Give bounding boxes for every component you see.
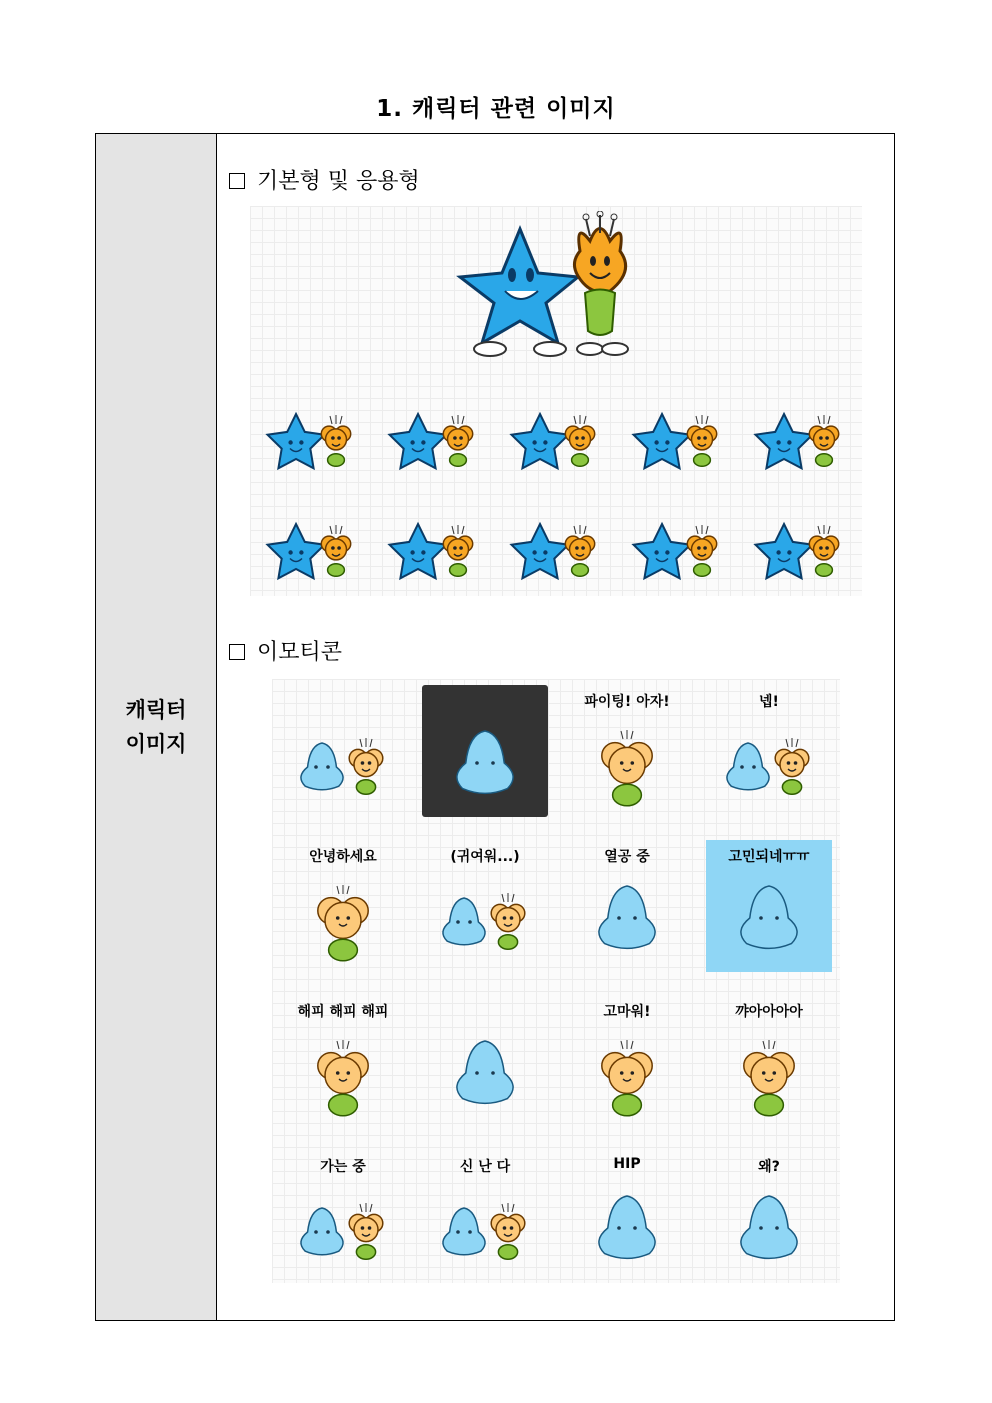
emoticon-sticker	[280, 840, 406, 972]
emoticon-caption: 넵!	[759, 694, 779, 710]
application-character-image	[380, 506, 488, 591]
emoticon-sticker	[422, 995, 548, 1127]
application-row-2	[258, 506, 854, 591]
emoticon-caption: HIP	[613, 1156, 641, 1172]
emoticon-sticker	[564, 840, 690, 972]
emoticon-sticker	[706, 840, 832, 972]
emoticon-sticker	[706, 995, 832, 1127]
emoticon-sticker	[422, 685, 548, 817]
main-mascot-image	[450, 211, 660, 361]
checkbox-square-icon	[229, 173, 245, 189]
document-title: 1. 캐릭터 관련 이미지	[376, 96, 616, 122]
application-row-1	[258, 396, 854, 481]
character-image-table	[95, 133, 895, 1321]
row-label-cell	[96, 134, 217, 1320]
emoticon-sticker	[422, 1150, 548, 1282]
content-cell	[217, 134, 894, 1320]
basic-section-heading	[229, 169, 420, 195]
emoticon-caption: 열공 중	[604, 849, 650, 865]
application-character-image	[258, 396, 366, 481]
emoticon-caption: 꺄아아아아	[735, 1004, 803, 1020]
emoticon-sticker	[706, 1150, 832, 1282]
emoticon-caption: 왜?	[758, 1159, 780, 1175]
row-label-line1: 캐릭터	[125, 698, 187, 722]
application-character-image	[746, 506, 854, 591]
basic-section-label: 기본형 및 응용형	[257, 169, 420, 194]
emoticon-sticker	[280, 685, 406, 817]
row-label-line2: 이미지	[125, 732, 187, 756]
emoticon-section-heading	[229, 640, 342, 666]
emoticon-sticker	[564, 1150, 690, 1282]
emoticon-panel	[272, 679, 840, 1283]
application-character-image	[624, 506, 732, 591]
emoticon-caption: 고마워!	[603, 1004, 651, 1020]
emoticon-caption: 고민되네ㅠㅠ	[728, 849, 810, 865]
application-character-image	[624, 396, 732, 481]
emoticon-caption: (귀여워...)	[450, 849, 520, 865]
emoticon-caption: 해피 해피 해피	[297, 1004, 389, 1020]
emoticon-section-label: 이모티콘	[257, 640, 343, 665]
emoticon-sticker	[564, 685, 690, 817]
emoticon-caption: 파이팅! 아자!	[584, 694, 670, 710]
checkbox-square-icon	[229, 644, 245, 660]
emoticon-sticker	[280, 1150, 406, 1282]
application-character-image	[746, 396, 854, 481]
emoticon-sticker	[422, 840, 548, 972]
emoticon-sticker	[280, 995, 406, 1127]
application-character-image	[502, 396, 610, 481]
emoticon-sticker	[706, 685, 832, 817]
emoticon-caption: 안녕하세요	[309, 849, 377, 865]
emoticon-sticker	[564, 995, 690, 1127]
application-character-image	[380, 396, 488, 481]
application-character-image	[258, 506, 366, 591]
application-character-image	[502, 506, 610, 591]
emoticon-caption: 신 난 다	[459, 1159, 511, 1175]
emoticon-caption: 가는 중	[320, 1159, 366, 1175]
basic-character-panel	[250, 206, 862, 596]
